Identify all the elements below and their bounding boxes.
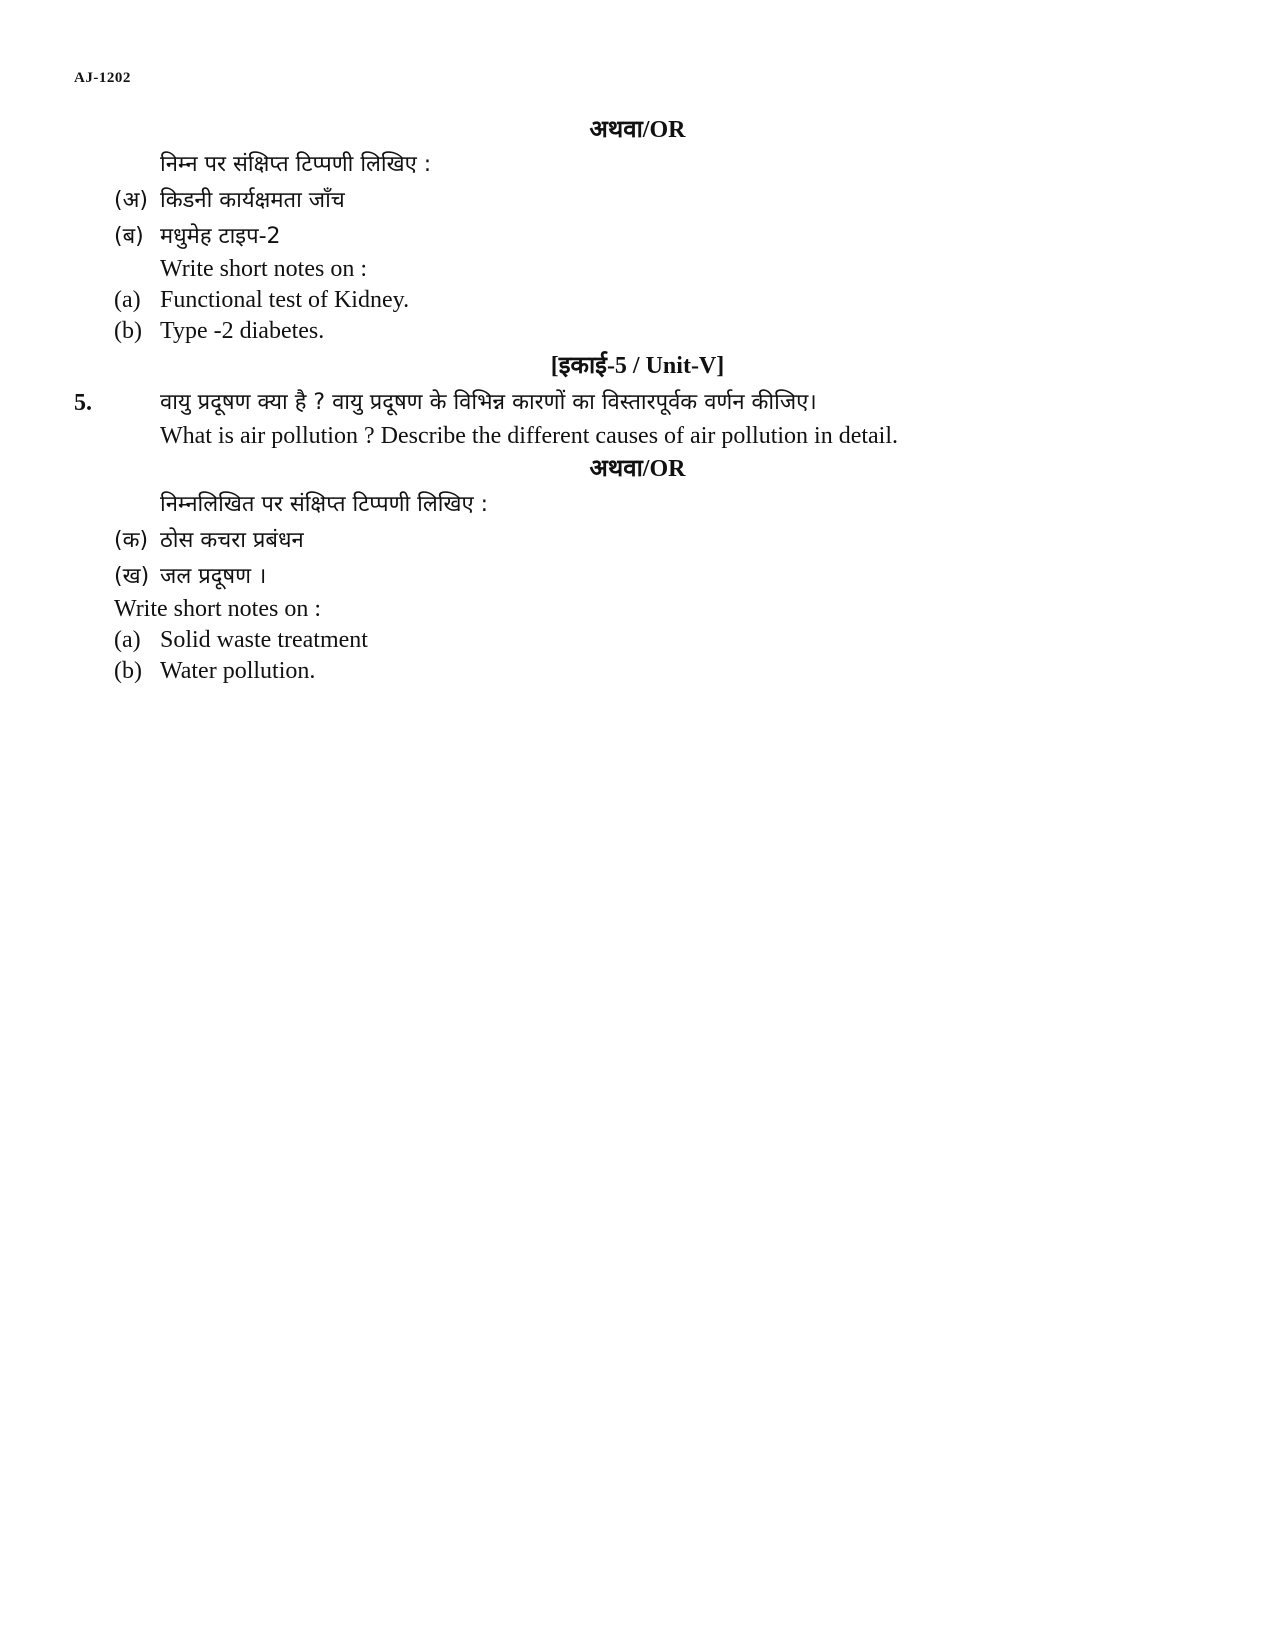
item-marker: (ख) <box>114 564 150 589</box>
english-item: Functional test of Kidney. <box>160 287 410 313</box>
unit-heading: [इकाई-5 / Unit-V] <box>550 353 725 379</box>
hindi-item: जल प्रदूषण । <box>160 564 267 589</box>
english-item: Water pollution. <box>160 658 316 684</box>
english-item: Type -2 diabetes. <box>160 318 325 344</box>
item-marker: (a) <box>114 627 141 653</box>
or-heading: अथवा/OR <box>589 117 686 143</box>
item-marker: (b) <box>114 658 142 684</box>
item-marker: (a) <box>114 287 141 313</box>
paper-code: AJ-1202 <box>74 70 131 86</box>
item-marker: (b) <box>114 318 142 344</box>
english-intro: Write short notes on : <box>114 596 321 622</box>
hindi-item: किडनी कार्यक्षमता जाँच <box>160 188 345 213</box>
item-marker: (ब) <box>114 224 144 249</box>
hindi-item: मधुमेह टाइप-2 <box>160 224 281 249</box>
hindi-intro: निम्न पर संक्षिप्त टिप्पणी लिखिए : <box>160 152 432 177</box>
item-marker: (अ) <box>114 188 148 213</box>
item-marker: (क) <box>114 528 149 553</box>
english-intro: Write short notes on : <box>160 256 367 282</box>
question-hindi: वायु प्रदूषण क्या है ? वायु प्रदूषण के विभिन्न कारणों का विस्तारपूर्वक वर्णन कीजिए। <box>160 390 817 415</box>
hindi-intro: निम्नलिखित पर संक्षिप्त टिप्पणी लिखिए : <box>160 492 489 517</box>
hindi-item: ठोस कचरा प्रबंधन <box>160 528 304 553</box>
english-item: Solid waste treatment <box>160 627 368 653</box>
question-number: 5. <box>74 390 92 416</box>
question-english: What is air pollution ? Describe the different causes of air pollution in detail. <box>160 423 898 449</box>
or-heading: अथवा/OR <box>589 456 686 482</box>
